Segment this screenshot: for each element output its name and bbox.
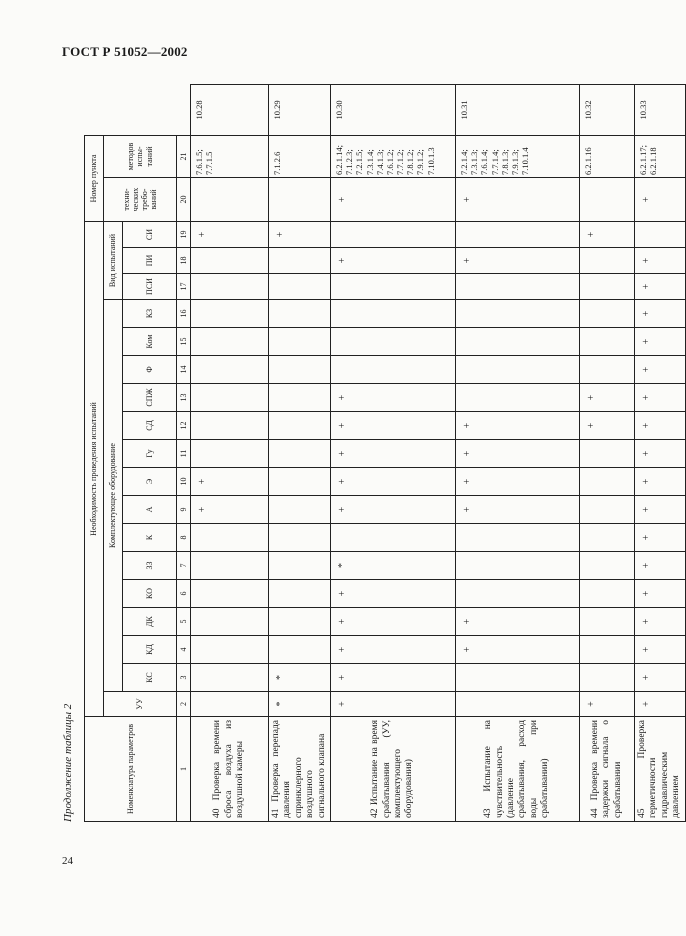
equipment-col-header: Ф [123,356,177,384]
necessity-mark: + [579,384,634,412]
equipment-col-header: А [123,496,177,524]
necessity-mark [579,524,634,552]
necessity-mark: + [330,468,455,496]
necessity-mark: + [634,552,685,580]
tech-req-clauses: 7.6.1.5; 7.7.1.5 [191,135,269,177]
test-type-col-header: СИ [123,221,177,247]
necessity-mark [191,384,269,412]
necessity-mark: + [455,496,579,524]
necessity-mark: + [634,440,685,468]
table-row [634,85,685,822]
equipment-col-header: Э [123,468,177,496]
test-method-clause: 10.31 [455,85,579,136]
column-number: 1 [177,717,191,822]
necessity-mark: + [330,412,455,440]
necessity-mark [455,692,579,717]
necessity-mark [579,580,634,608]
necessity-mark [269,248,331,274]
necessity-mark [330,274,455,300]
tech-req-clauses: 6.2.1.14; 7.1.2.3; 7.2.1.5; 7.3.1.4; 7.4.1.3; 7.6.1.2; 7.7.1.2; 7.8.1.2; 7.9.1.2; 7.10.1.3 [330,135,455,177]
tech-req-clauses: 7.1.2.6 [269,135,331,177]
necessity-mark [579,468,634,496]
rotated-table-wrapper [84,84,682,822]
necessity-mark [579,274,634,300]
necessity-mark: + [579,221,634,247]
necessity-mark [191,608,269,636]
necessity-mark [455,384,579,412]
necessity-mark: + [191,221,269,247]
test-requirements-table [84,84,686,822]
tech-req-clauses: 6.2.1.17; 6.2.1.18 [634,135,685,177]
necessity-mark: + [330,384,455,412]
necessity-mark [191,692,269,717]
table-body [191,85,686,822]
necessity-mark: + [634,412,685,440]
necessity-mark [191,552,269,580]
equipment-col-header: КЗ [123,300,177,328]
necessity-mark [579,608,634,636]
column-number-row [177,85,191,822]
parameter-name: 43 Испытание на чувствительность (давление срабатывания, расход воды при срабатывании) [455,717,579,822]
tech-req-clauses: 6.2.1.16 [579,135,634,177]
necessity-mark: + [634,356,685,384]
necessity-mark [191,440,269,468]
necessity-mark: + [634,664,685,692]
necessity-mark: + [269,221,331,247]
column-number: 12 [177,412,191,440]
necessity-mark [191,636,269,664]
necessity-mark [634,221,685,247]
necessity-mark: + [330,248,455,274]
necessity-mark: + [330,580,455,608]
param-name-header: Номенклатура параметров [85,717,177,822]
necessity-mark [330,524,455,552]
equipment-col-header: ДК [123,608,177,636]
necessity-mark [330,356,455,384]
column-number: 8 [177,524,191,552]
necessity-mark [269,552,331,580]
necessity-mark: + [455,636,579,664]
necessity-mark [269,468,331,496]
necessity-mark [269,300,331,328]
necessity-mark [191,248,269,274]
necessity-mark [455,580,579,608]
equipment-col-header: К [123,524,177,552]
column-number: 18 [177,248,191,274]
test-type-header: Вид испытаний [104,221,123,299]
column-number: 3 [177,664,191,692]
necessity-mark: + [330,636,455,664]
equipment-col-header: ЗЗ [123,552,177,580]
necessity-mark [330,221,455,247]
header-row-2 [104,85,123,822]
necessity-mark [579,496,634,524]
test-methods-header: методов испы-таний [104,135,177,177]
necessity-mark [579,440,634,468]
necessity-mark [269,356,331,384]
parameter-name: 45 Проверка герметичности гидравлическим давлением [634,717,685,822]
clause-number-header: Номер пункта [85,135,104,221]
necessity-mark [455,274,579,300]
necessity-mark: + [579,412,634,440]
necessity-mark: + [634,177,685,221]
necessity-mark: + [330,608,455,636]
necessity-mark: + [330,496,455,524]
column-number: 15 [177,328,191,356]
necessity-mark [191,356,269,384]
equipment-col-header: СД [123,412,177,440]
document-header: ГОСТ Р 51052—2002 [62,44,188,59]
necessity-mark: + [330,664,455,692]
test-method-clause: 10.32 [579,85,634,136]
necessity-mark: + [455,412,579,440]
necessity-mark [455,356,579,384]
necessity-mark [269,580,331,608]
equipment-col-header: КД [123,636,177,664]
table-row [191,85,269,822]
parameter-name: 40 Проверка времени сброса воздуха из воздушной камеры [191,717,269,822]
test-type-col-header: ПИ [123,248,177,274]
equipment-col-header: КО [123,580,177,608]
necessity-mark [455,300,579,328]
column-number: 16 [177,300,191,328]
header-row-1 [85,85,104,822]
necessity-mark [579,328,634,356]
necessity-mark [191,524,269,552]
equipment-col-header: СПЖ [123,384,177,412]
column-number: 14 [177,356,191,384]
column-number: 6 [177,580,191,608]
necessity-mark: + [634,496,685,524]
necessity-mark [191,412,269,440]
table-row [269,85,331,822]
test-method-clause: 10.29 [269,85,331,136]
necessity-mark: + [330,692,455,717]
necessity-mark: * [269,664,331,692]
necessity-mark [455,328,579,356]
necessity-mark: + [191,468,269,496]
necessity-mark: + [634,248,685,274]
necessity-mark [330,300,455,328]
necessity-mark [191,328,269,356]
necessity-mark [269,328,331,356]
necessity-header: Необходимость проведения испытаний [85,221,104,716]
column-number: 4 [177,636,191,664]
necessity-mark: + [634,274,685,300]
column-number: 5 [177,608,191,636]
equipment-col-header: Ком [123,328,177,356]
tech-req-clauses: 7.2.1.4; 7.3.1.3; 7.6.1.4; 7.7.1.4; 7.8.1.3; 7.9.1.3; 7.10.1.4 [455,135,579,177]
table-row [455,85,579,822]
necessity-mark [191,580,269,608]
necessity-mark: + [634,580,685,608]
uu-header: УУ [104,692,177,717]
necessity-mark [579,300,634,328]
column-number: 10 [177,468,191,496]
table-row [579,85,634,822]
necessity-mark: + [634,524,685,552]
necessity-mark [455,552,579,580]
necessity-mark [191,300,269,328]
necessity-mark [269,524,331,552]
necessity-mark [455,221,579,247]
column-number: 21 [177,135,191,177]
test-type-col-header: ПСИ [123,274,177,300]
equipment-col-header: КС [123,664,177,692]
equipment-header: Комплектующее оборудование [104,300,123,692]
necessity-mark: + [634,300,685,328]
necessity-mark: + [455,440,579,468]
necessity-mark: + [330,177,455,221]
necessity-mark: + [634,608,685,636]
parameter-name: 44 Проверка времени задержки сигнала о срабатывании [579,717,634,822]
necessity-mark: + [191,496,269,524]
necessity-mark [330,328,455,356]
column-number: 7 [177,552,191,580]
necessity-mark: + [455,177,579,221]
tech-req-header: техни-ческих требо-ваний [104,177,177,221]
test-method-clause: 10.28 [191,85,269,136]
necessity-mark: + [634,692,685,717]
necessity-mark [191,177,269,221]
necessity-mark: + [455,468,579,496]
necessity-mark: + [455,248,579,274]
necessity-mark: + [634,468,685,496]
necessity-mark [579,636,634,664]
column-number: 13 [177,384,191,412]
test-method-clause: 10.33 [634,85,685,136]
necessity-mark [269,274,331,300]
necessity-mark: + [330,440,455,468]
necessity-mark [269,440,331,468]
necessity-mark: + [634,384,685,412]
necessity-mark [579,248,634,274]
necessity-mark: * [269,692,331,717]
necessity-mark [269,384,331,412]
necessity-mark: + [634,328,685,356]
page-number: 24 [62,855,73,867]
necessity-mark [455,664,579,692]
necessity-mark [455,524,579,552]
column-number: 20 [177,177,191,221]
necessity-mark [579,664,634,692]
necessity-mark [579,552,634,580]
column-number: 17 [177,274,191,300]
necessity-mark [269,636,331,664]
necessity-mark [579,356,634,384]
necessity-mark [579,177,634,221]
necessity-mark [191,664,269,692]
column-number: 2 [177,692,191,717]
necessity-mark [269,496,331,524]
parameter-name: 42 Испытание на время срабатывания (УУ, комплектующего оборудования) [330,717,455,822]
necessity-mark [269,412,331,440]
necessity-mark [269,177,331,221]
column-number: 9 [177,496,191,524]
parameter-name: 41 Проверка перепада давления спринклерного воздушного сигнального клапана [269,717,331,822]
necessity-mark [269,608,331,636]
necessity-mark: + [579,692,634,717]
continuation-label: Продолжение таблицы 2 [62,703,74,822]
necessity-mark [191,274,269,300]
test-method-clause: 10.30 [330,85,455,136]
column-number: 19 [177,221,191,247]
equipment-col-header: Гу [123,440,177,468]
necessity-mark: + [634,636,685,664]
necessity-mark: * [330,552,455,580]
column-number: 11 [177,440,191,468]
table-row [330,85,455,822]
necessity-mark: + [455,608,579,636]
